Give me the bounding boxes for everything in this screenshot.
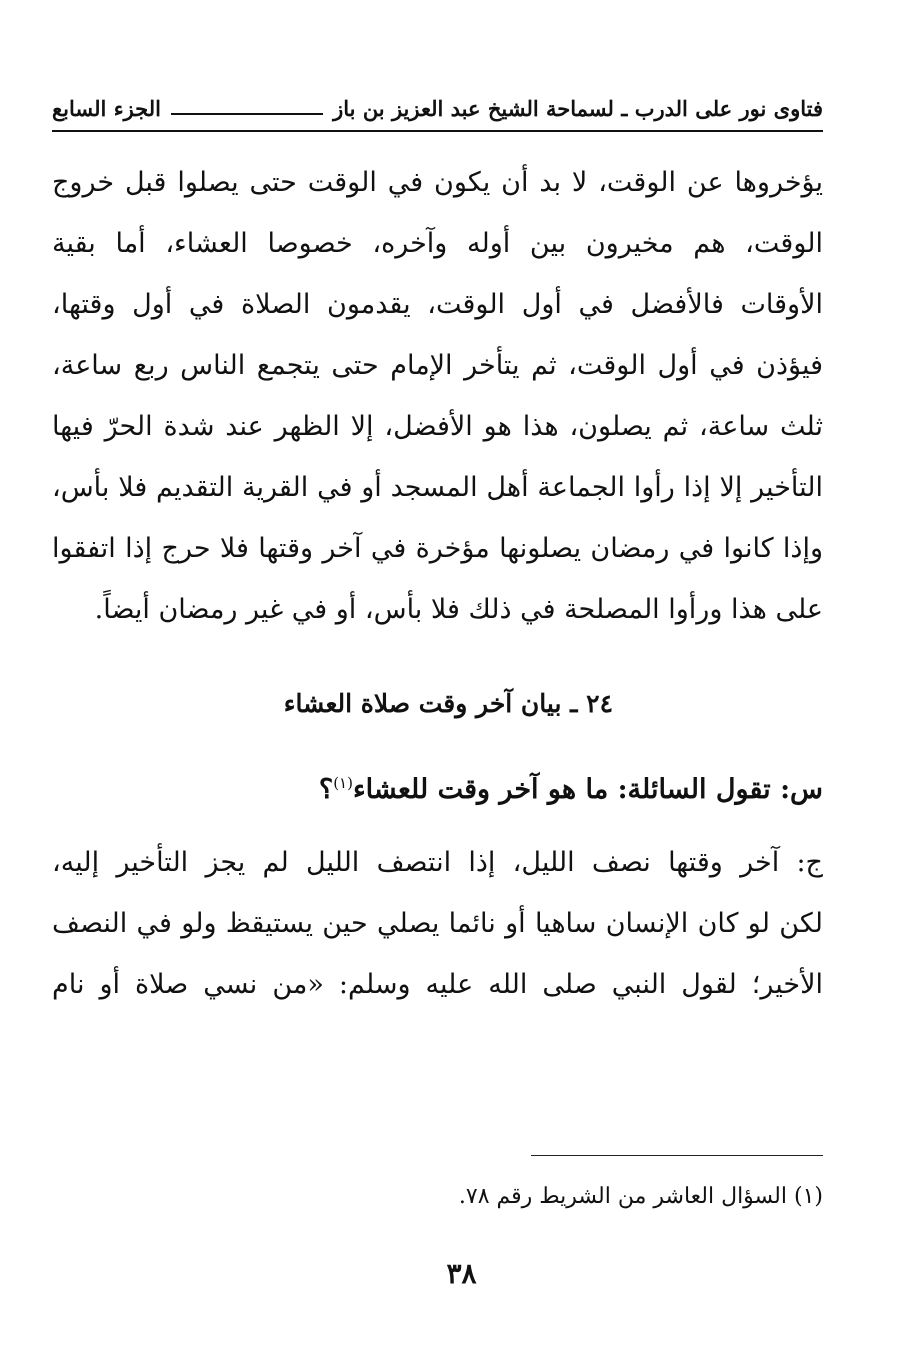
footnote-divider <box>531 1155 823 1156</box>
answer-paragraph <box>52 832 823 1015</box>
answer-line: الأخير؛ لقول النبي صلى الله عليه وسلم: «من نسي صلاة أو نام <box>52 969 823 1000</box>
body-line: الوقت، هم مخيرون بين أوله وآخره، خصوصا العشاء، أما بقية <box>52 228 823 259</box>
body-paragraph <box>52 152 823 640</box>
body-line: فيؤذن في أول الوقت، ثم يتأخر الإمام حتى يتجمع الناس ربع ساعة، <box>52 350 823 381</box>
question-mark: ؟ <box>318 774 334 805</box>
footnote-reference[interactable]: (١) <box>333 774 353 792</box>
volume-label: الجزء السابع <box>52 96 161 121</box>
body-line: الأوقات فالأفضل في أول الوقت، يقدمون الصلاة في أول وقتها، <box>52 289 823 320</box>
running-header <box>52 86 823 132</box>
page-number: ٣٨ <box>446 1257 477 1290</box>
answer-line: لكن لو كان الإنسان ساهيا أو نائما يصلي حين يستيقظ ولو في النصف <box>52 908 823 939</box>
question <box>52 758 823 815</box>
question-text: س: تقول السائلة: ما هو آخر وقت للعشاء <box>352 774 823 805</box>
body-line: على هذا ورأوا المصلحة في ذلك فلا بأس، أو في غير رمضان أيضاً. <box>94 594 823 625</box>
header-separator-line <box>171 113 323 115</box>
body-line: التأخير إلا إذا رأوا الجماعة أهل المسجد أو في القرية التقديم فلا بأس، <box>52 472 823 503</box>
body-line: يؤخروها عن الوقت، لا بد أن يكون في الوقت حتى يصلوا قبل خروج <box>52 167 823 198</box>
body-line: وإذا كانوا في رمضان يصلونها مؤخرة في آخر وقتها فلا حرج إذا اتفقوا <box>52 533 823 564</box>
book-title: فتاوى نور على الدرب ـ لسماحة الشيخ عبد العزيز بن باز <box>333 96 823 121</box>
body-line: ثلث ساعة، ثم يصلون، هذا هو الأفضل، إلا الظهر عند شدة الحرّ فيها <box>52 411 823 442</box>
footnote: (١) السؤال العاشر من الشريط رقم ٧٨. <box>458 1184 823 1209</box>
answer-line: ج: آخر وقتها نصف الليل، إذا انتصف الليل لم يجز التأخير إليه، <box>52 847 823 878</box>
section-heading: ٢٤ ـ بيان آخر وقت صلاة العشاء <box>283 689 613 718</box>
